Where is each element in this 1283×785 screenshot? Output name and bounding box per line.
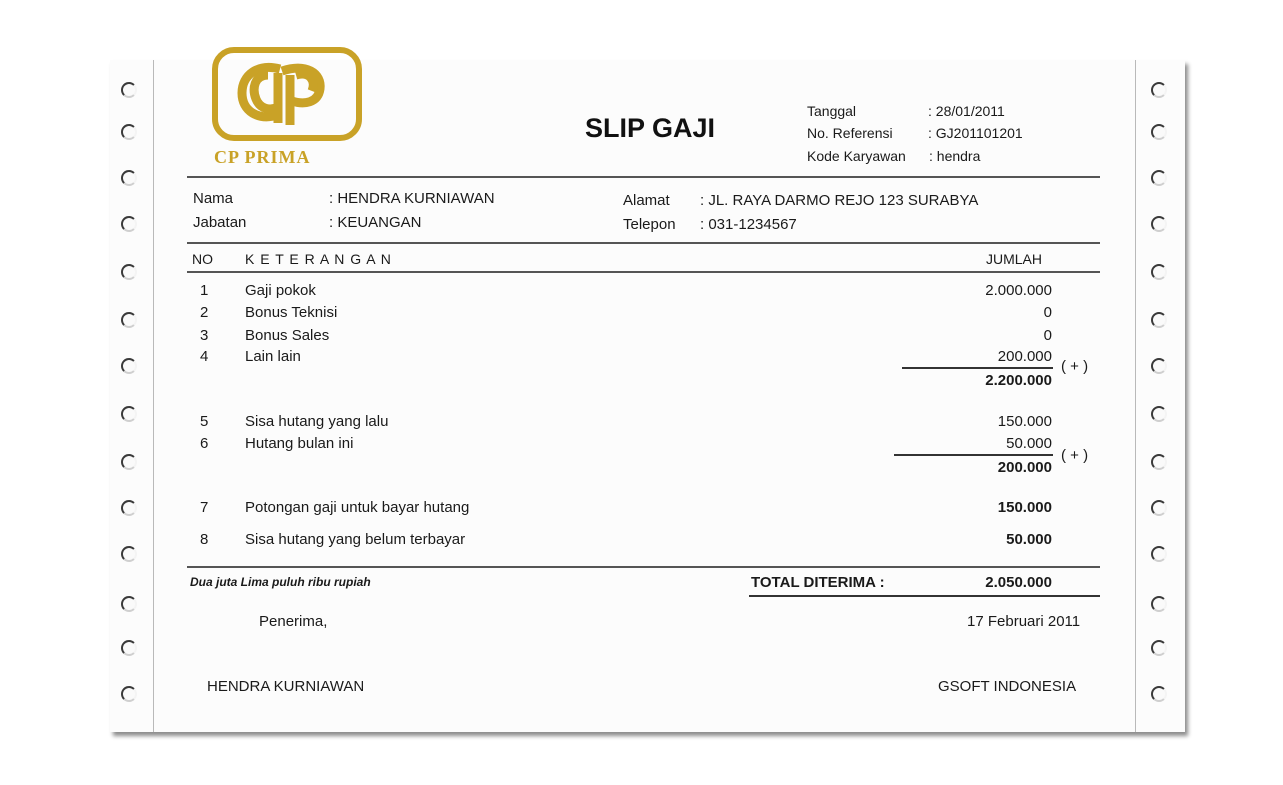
tractor-hole — [121, 406, 137, 422]
meta-reference-label: No. Referensi — [807, 125, 893, 141]
position-value: : KEUANGAN — [329, 214, 422, 231]
logo-mark-icon — [218, 53, 356, 135]
item-no: 2 — [200, 304, 209, 321]
tractor-hole — [121, 264, 137, 280]
tractor-hole — [121, 312, 137, 328]
item-no: 4 — [200, 348, 209, 365]
meta-employee-code-label: Kode Karyawan — [807, 148, 906, 164]
item-description: Bonus Sales — [245, 327, 330, 344]
item-description: Bonus Teknisi — [245, 304, 338, 321]
tractor-hole — [1151, 312, 1167, 328]
meta-date-label: Tanggal — [807, 103, 857, 119]
divider — [187, 566, 1100, 568]
tractor-hole — [1151, 454, 1167, 470]
tractor-hole — [1151, 216, 1167, 232]
phone-value: : 031-1234567 — [700, 216, 797, 233]
left-tractor-strip-edge — [153, 60, 154, 732]
tractor-hole — [1151, 358, 1167, 374]
item-amount: 150.000 — [997, 413, 1052, 430]
item-no: 7 — [200, 499, 209, 516]
meta-date-value: : 28/01/2011 — [928, 103, 1005, 119]
divider — [187, 242, 1100, 244]
receiver-name: HENDRA KURNIAWAN — [207, 678, 365, 695]
total-underline — [749, 595, 1100, 597]
tractor-hole — [121, 500, 137, 516]
tractor-hole — [1151, 500, 1167, 516]
tractor-hole — [121, 596, 137, 612]
address-value: : JL. RAYA DARMO REJO 123 SURABYA — [700, 192, 979, 209]
item-amount: 50.000 — [1006, 531, 1052, 548]
item-amount: 0 — [1043, 304, 1052, 321]
column-header-amount: JUMLAH — [986, 251, 1043, 267]
debt-subtotal: 200.000 — [997, 459, 1052, 476]
item-no: 1 — [200, 282, 209, 299]
item-description: Lain lain — [245, 348, 301, 365]
item-description: Gaji pokok — [245, 282, 316, 299]
item-no: 3 — [200, 327, 209, 344]
item-no: 8 — [200, 531, 209, 548]
column-header-description: K E T E R A N G A N — [245, 251, 392, 267]
tractor-hole — [121, 358, 137, 374]
item-description: Sisa hutang yang lalu — [245, 413, 389, 430]
tractor-hole — [121, 454, 137, 470]
tractor-hole — [1151, 406, 1167, 422]
position-label: Jabatan — [193, 214, 247, 231]
tractor-hole — [121, 640, 137, 656]
address-label: Alamat — [623, 192, 670, 209]
right-tractor-strip-edge — [1135, 60, 1136, 732]
subtotal-line — [902, 367, 1053, 369]
item-amount: 0 — [1043, 327, 1052, 344]
plus-marker: ( + ) — [1061, 447, 1089, 464]
amount-in-words: Dua juta Lima puluh ribu rupiah — [190, 575, 371, 589]
item-amount: 50.000 — [1006, 435, 1052, 452]
name-label: Nama — [193, 190, 234, 207]
item-description: Sisa hutang yang belum terbayar — [245, 531, 466, 548]
tractor-hole — [1151, 124, 1167, 140]
tractor-hole — [121, 686, 137, 702]
income-subtotal: 2.200.000 — [985, 372, 1052, 389]
item-amount: 200.000 — [997, 348, 1052, 365]
meta-employee-code-value: : hendra — [929, 148, 981, 164]
plus-marker: ( + ) — [1061, 358, 1089, 375]
total-value: 2.050.000 — [985, 574, 1052, 591]
item-no: 5 — [200, 413, 209, 430]
item-description: Hutang bulan ini — [245, 435, 354, 452]
name-value: : HENDRA KURNIAWAN — [329, 190, 495, 207]
company-name: CP PRIMA — [214, 147, 311, 167]
tractor-hole — [1151, 82, 1167, 98]
tractor-hole — [121, 82, 137, 98]
column-header-no: NO — [192, 251, 213, 267]
tractor-hole — [1151, 596, 1167, 612]
tractor-hole — [1151, 686, 1167, 702]
signature-date: 17 Februari 2011 — [967, 613, 1081, 630]
subtotal-line — [894, 454, 1053, 456]
total-label: TOTAL DITERIMA : — [751, 574, 885, 591]
item-no: 6 — [200, 435, 209, 452]
company-signature: GSOFT INDONESIA — [938, 678, 1077, 695]
company-logo — [212, 47, 362, 141]
tractor-hole — [121, 546, 137, 562]
tractor-hole — [121, 216, 137, 232]
tractor-hole — [1151, 170, 1167, 186]
tractor-hole — [1151, 640, 1167, 656]
item-amount: 2.000.000 — [985, 282, 1052, 299]
tractor-hole — [1151, 264, 1167, 280]
divider — [187, 176, 1100, 178]
phone-label: Telepon — [623, 216, 676, 233]
tractor-hole — [121, 124, 137, 140]
tractor-hole — [121, 170, 137, 186]
meta-reference-value: : GJ201101201 — [928, 125, 1023, 141]
item-amount: 150.000 — [997, 499, 1052, 516]
tractor-hole — [1151, 546, 1167, 562]
item-description: Potongan gaji untuk bayar hutang — [245, 499, 470, 516]
page-title: SLIP GAJI — [585, 113, 716, 143]
receiver-label: Penerima, — [259, 613, 328, 630]
divider — [187, 271, 1100, 273]
